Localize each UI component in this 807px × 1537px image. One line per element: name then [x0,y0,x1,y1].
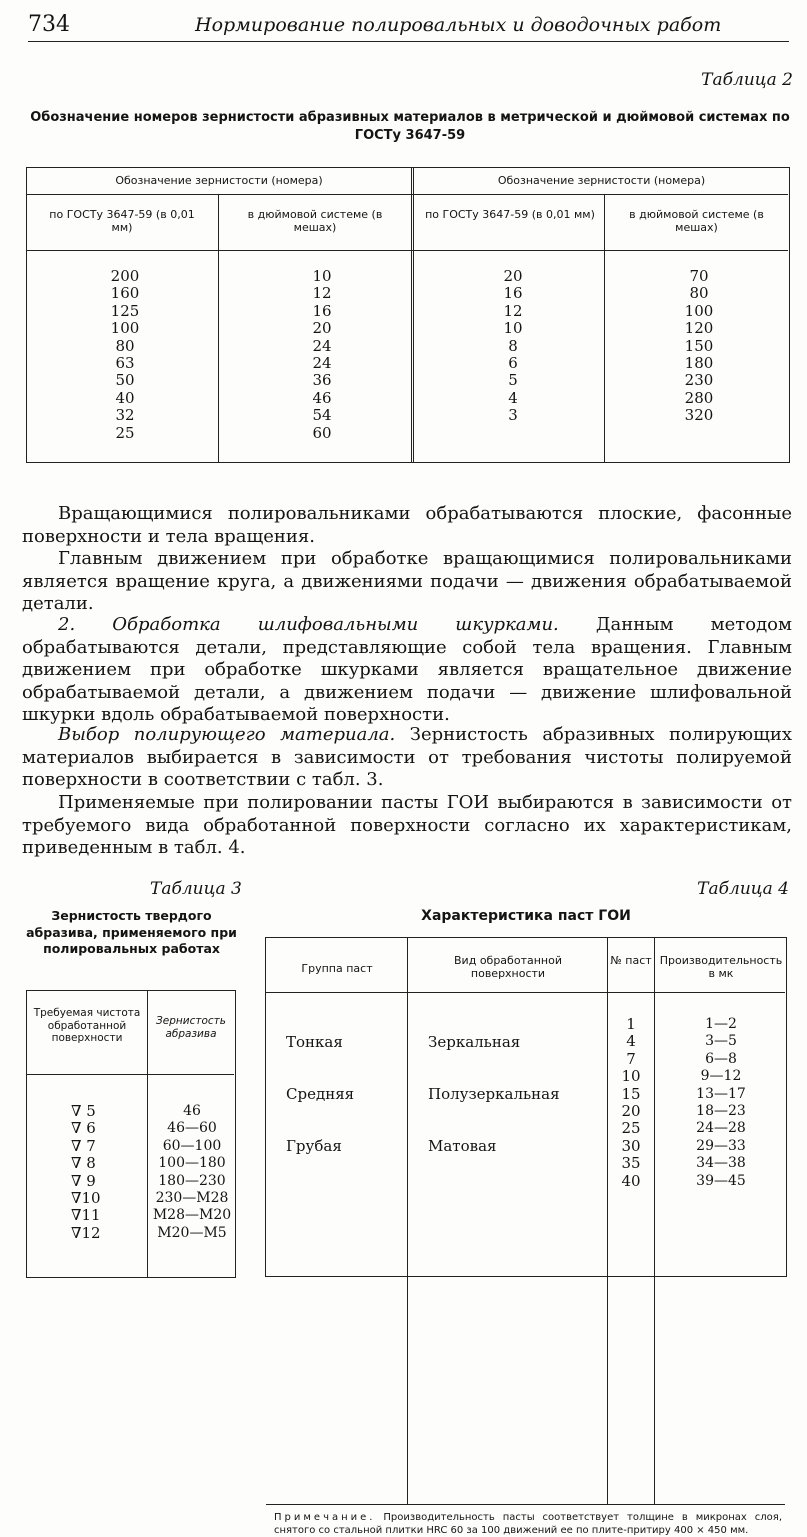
paragraph-3 [22,614,792,727]
table4 [265,937,787,1536]
table3-col-finish [71,1103,131,1242]
table3-grit-cell: 46—60 [167,1120,217,1137]
table2-cell: 100 [110,319,140,338]
table2-hline [27,250,788,251]
table4-performance-cell: 29—33 [696,1137,746,1154]
table4-caption: Таблица 4 [697,879,789,899]
paragraph-2: Главным движением при обработке вращающимися полировальниками является вращение круга, а движениями подачи — движения обрабатываемой детали. [22,548,792,614]
table2-title: Обозначение номеров зернистости абразивных материалов в метрической и дюймовой системах по ГОСТу 3647-59 [30,110,790,143]
table4-performance-cell: 3—5 [705,1033,737,1050]
table3-grit-cell: М28—М20 [152,1207,232,1224]
table3-grit-cell: 180—230 [158,1172,226,1189]
table2-cell: 280 [684,388,714,407]
table2-cell: 24 [312,354,332,373]
table2-col-gost-right [473,268,553,425]
table4-col-number [608,1016,654,1190]
table4-header-number: № паст [610,954,652,967]
table2-cell: 5 [508,371,518,390]
table4-number-cell: 20 [621,1102,641,1121]
paragraph-3-lead: 2. Обработка шлифовальными шкурками. [58,614,559,635]
table3-vline [147,991,148,1277]
table2-cell: 4 [508,388,518,407]
table2-cell: 24 [312,336,332,355]
table3-grit-cell: 100—180 [158,1155,226,1172]
table4-surface-matte: Матовая [428,1137,497,1155]
table4-note [274,1512,782,1537]
table3-hline [27,1074,234,1075]
table4-number-cell: 30 [621,1136,641,1155]
table2-cell: 12 [503,301,523,320]
table2 [26,167,790,463]
table2-cell: 10 [312,267,332,285]
paragraph-3-text: Данным методом обрабатываются детали, представляющие собой тела вращения. Главным движением при обработке шкурками является вращательное движение обрабатываемой детали, а движением подачи — движение шлифовальной шкурки вдоль обрабатываемой поверхности. [22,614,793,725]
table3 [26,990,236,1278]
table3-finish-cell: ∇ 8 [71,1154,96,1173]
table4-header-performance: Производительность в мк [659,954,783,980]
table4-number-cell: 7 [626,1049,636,1068]
table2-cell: 12 [312,284,332,303]
table4-performance-cell: 13—17 [696,1085,746,1102]
table4-number-cell: 35 [621,1154,641,1173]
table4-surface-semimirror: Полузеркальная [428,1085,560,1103]
table2-vline [604,194,605,462]
table4-number-cell: 25 [621,1119,641,1138]
table4-col-performance [658,1016,784,1190]
page-number: 734 [28,12,70,37]
table4-surface-mirror: Зеркальная [428,1033,521,1051]
table3-finish-cell: ∇11 [71,1206,101,1225]
table2-hline [27,194,788,195]
table2-sub-inch-left: в дюймовой системе (в мешах) [247,208,383,234]
table2-cell: 54 [312,406,332,425]
table3-finish-cell: ∇ 7 [71,1136,96,1155]
table2-cell: 100 [684,301,714,320]
table2-cell: 120 [684,319,714,338]
table2-divider [411,168,414,462]
table3-finish-cell: ∇ 6 [71,1119,96,1138]
table2-cell: 125 [110,301,140,320]
table2-cell: 46 [312,388,332,407]
table4-performance-cell: 1—2 [705,1016,737,1032]
table2-cell: 10 [503,319,523,338]
table2-cell: 80 [689,284,709,303]
table2-cell: 80 [115,336,135,355]
table2-sub-gost-right: по ГОСТу 3647-59 (в 0,01 мм) [425,208,595,221]
table2-cell: 320 [684,406,714,425]
table2-cell: 20 [312,319,332,338]
table2-col-inch-left [282,268,362,442]
table4-note-text: Производительность пасты соответствует толщине в микронах слоя, снятого со стальной плитки HRC 60 за 100 движений ее по плите-притиру 400 × 450 мм. [274,1512,782,1536]
table3-title: Зернистость твердого абразива, применяемого при полировальных работах [26,908,237,956]
table2-group-header-left: Обозначение зернистости (номера) [115,174,323,187]
table2-cell: 50 [115,371,135,390]
table4-hline [266,1504,785,1505]
table2-cell: 60 [312,423,332,442]
table2-cell: 36 [312,371,332,390]
table2-cell: 8 [508,336,518,355]
table4-header-surface: Вид обработанной поверхности [454,954,562,980]
paragraph-4-text: Зернистость абразивных полирующих материалов выбирается в зависимости от требования чистоты полируемой поверхности в соответствии с табл. 3. [22,724,792,790]
table4-performance-cell: 39—45 [696,1172,746,1189]
table3-finish-cell: ∇ 9 [71,1171,96,1190]
table3-grit-cell: 230—М28 [155,1190,229,1207]
table4-number-cell: 4 [626,1032,636,1051]
table3-finish-cell: ∇12 [71,1223,101,1242]
table2-cell: 20 [503,267,523,285]
table4-header-group: Группа паст [301,962,373,975]
table2-cell: 230 [684,371,714,390]
table4-vline [654,938,655,1504]
table4-group-medium: Средняя [286,1085,355,1103]
table2-cell: 25 [115,423,135,442]
table2-cell: 70 [689,267,709,285]
table4-note-label: Примечание. [274,1512,376,1523]
table4-number-cell: 1 [626,1015,636,1033]
paragraph-1: Вращающимися полировальниками обрабатываются плоские, фасонные поверхности и тела вращения. [22,503,792,547]
table3-header-grit: Зернистость абразива [156,1015,226,1040]
table3-grit-cell: 46 [183,1103,201,1119]
table2-cell: 200 [110,267,140,285]
table2-cell: 3 [508,406,518,425]
table2-vline [218,194,219,462]
table3-grit-cell: 60—100 [162,1137,222,1154]
table4-hline [266,992,785,993]
table4-number-cell: 40 [621,1171,641,1190]
table2-cell: 63 [115,354,135,373]
table4-performance-cell: 9—12 [700,1068,742,1085]
table2-cell: 16 [503,284,523,303]
table3-col-grit [149,1103,235,1242]
table2-sub-gost-left: по ГОСТу 3647-59 (в 0,01 мм) [49,208,195,234]
paragraph-4 [22,724,792,792]
table2-cell: 32 [115,406,135,425]
table2-caption: Таблица 2 [701,70,793,90]
table3-caption: Таблица 3 [150,879,242,899]
table4-performance-cell: 6—8 [705,1050,737,1067]
table4-group-fine: Тонкая [286,1033,343,1051]
table2-sub-inch-right: в дюймовой системе (в мешах) [629,208,764,234]
table2-cell: 16 [312,301,332,320]
table2-cell: 180 [684,354,714,373]
table3-grit-cell: М20—М5 [157,1224,227,1241]
table4-vline [407,938,408,1504]
paragraph-4-lead: Выбор полирующего материала. [58,724,396,745]
table2-cell: 40 [115,388,135,407]
table2-col-inch-right [659,268,739,425]
table4-number-cell: 10 [621,1067,641,1086]
table4-number-cell: 15 [621,1084,641,1103]
paragraph-5: Применяемые при полировании пасты ГОИ выбираются в зависимости от требуемого вида обработанной поверхности согласно их характеристикам, приведенным в табл. 4. [22,792,792,858]
table2-cell: 160 [110,284,140,303]
table4-group-coarse: Грубая [286,1137,342,1155]
table3-header-finish: Требуемая чистота обработанной поверхности [33,1007,141,1044]
table4-performance-cell: 18—23 [696,1103,746,1120]
table4-performance-cell: 24—28 [696,1120,746,1137]
table4-performance-cell: 34—38 [696,1155,746,1172]
table4-title: Характеристика паст ГОИ [421,908,631,924]
header-rule [28,41,789,42]
table2-cell: 150 [684,336,714,355]
table3-finish-cell: ∇10 [71,1189,101,1208]
table3-finish-cell: ∇ 5 [71,1102,96,1120]
table2-cell: 6 [508,354,518,373]
table2-col-gost-left [85,268,165,442]
table2-group-header-right: Обозначение зернистости (номера) [497,174,706,187]
running-title: Нормирование полировальных и доводочных работ [195,14,722,36]
